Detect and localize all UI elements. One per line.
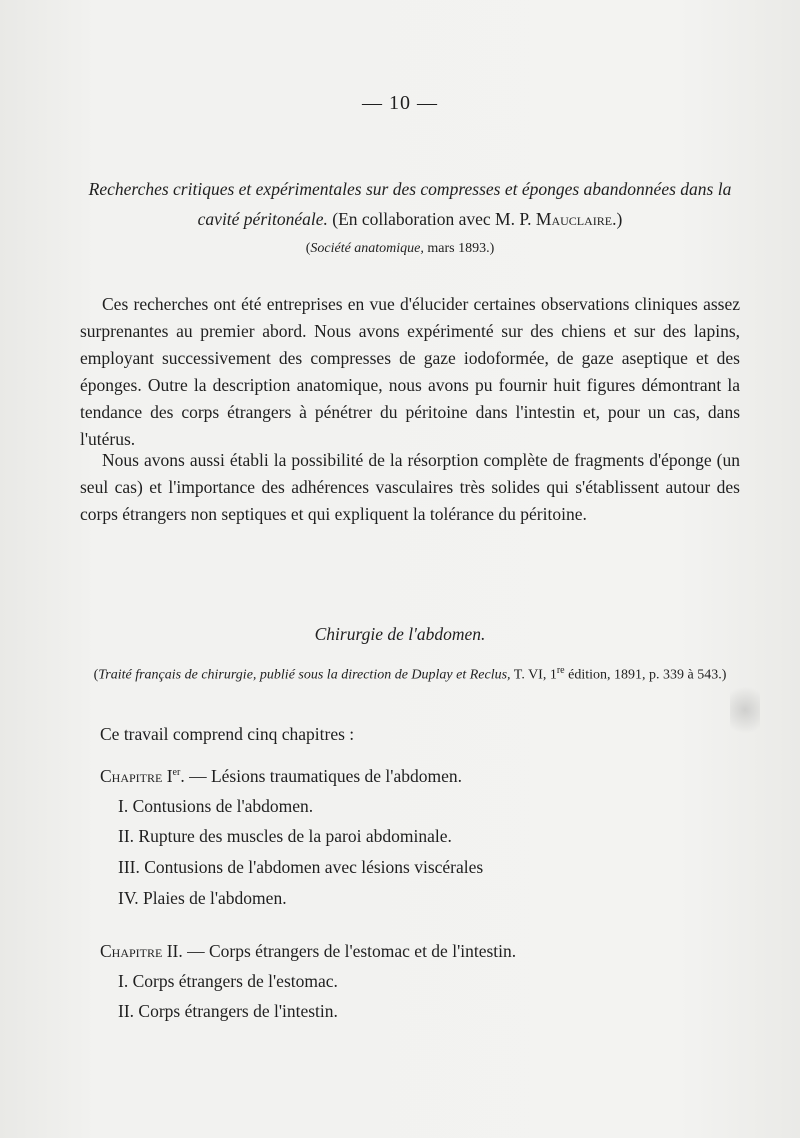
section-reference-edition: édition, 1891, p. 339 à 543.) <box>564 667 727 683</box>
chapter-1-item: III. Contusions de l'abdomen avec lésions viscérales <box>118 857 484 877</box>
section-reference-volume: T. VI, 1 <box>510 667 557 683</box>
paragraph-2-text: Nous avons aussi établi la possibilité de la résorption complète de fragments d'éponge (un seul cas) et l'importance des adhérences vasculaires très solides qui s'établissent autour des corps étrangers non septiques et qui expliquent la tolérance du péritoine. <box>80 450 740 524</box>
chapter-1-item: II. Rupture des muscles de la paroi abdominale. <box>118 826 452 846</box>
article-reference-source: Société anatomique, <box>310 241 424 256</box>
article-reference: (Société anatomique, mars 1893.) <box>305 241 495 256</box>
section-title: Chirurgie de l'abdomen. <box>314 624 486 644</box>
chapter-1-label: Chapitre <box>100 766 163 786</box>
chapter-2-heading <box>100 941 516 962</box>
chapter-2-title: II. — Corps étrangers de l'estomac et de l'intestin. <box>162 941 517 961</box>
section-reference-open: ( <box>93 667 99 683</box>
chapter-1-item: I. Contusions de l'abdomen. <box>118 796 314 816</box>
section-reference-sup: re <box>556 665 565 676</box>
chapter-1-num: I <box>162 766 173 786</box>
chapter-1-sup: er <box>172 767 181 779</box>
article-paragraph-1 <box>80 291 740 453</box>
section-intro: Ce travail comprend cinq chapitres : <box>100 724 355 744</box>
chapter-1-title: . — Lésions traumatiques de l'abdomen. <box>180 766 462 786</box>
article-title-collab: (En collaboration avec M. P. <box>332 209 536 229</box>
page-number: — 10 — <box>362 92 438 114</box>
article-title-italic: Recherches critiques et expérimentales sur des compresses et éponges abandonnées dans la cavité péritonéale. <box>88 179 732 229</box>
chapter-2-item: II. Corps étrangers de l'intestin. <box>118 1001 338 1021</box>
article-reference-date: mars 1893. <box>423 241 490 256</box>
paper-stain <box>730 680 760 740</box>
chapter-1-heading <box>100 766 462 787</box>
section-reference <box>80 660 740 687</box>
chapter-2-item: I. Corps étrangers de l'estomac. <box>118 971 338 991</box>
section-reference-source: Traité français de chirurgie, publié sous la direction de Duplay et Reclus, <box>98 667 511 683</box>
article-paragraph-2 <box>80 447 740 528</box>
article-title <box>80 174 740 234</box>
article-title-close: .) <box>612 209 623 229</box>
chapter-2-label: Chapitre <box>100 941 163 961</box>
chapter-1-item: IV. Plaies de l'abdomen. <box>118 888 287 908</box>
paragraph-1-text: Ces recherches ont été entreprises en vue d'élucider certaines observations cliniques assez surprenantes au premier abord. Nous avons expérimenté sur des chiens et sur des lapins, employant successivement des compresses de gaze iodoformée, de gaze aseptique et des éponges. Outre la description anatomique, nous avons pu fournir huit figures démontrant la tendance des corps étrangers à pénétrer du péritoine dans l'intestin et, pour un cas, dans l'utérus. <box>80 294 740 449</box>
article-coauthor: Mauclaire <box>535 209 613 229</box>
